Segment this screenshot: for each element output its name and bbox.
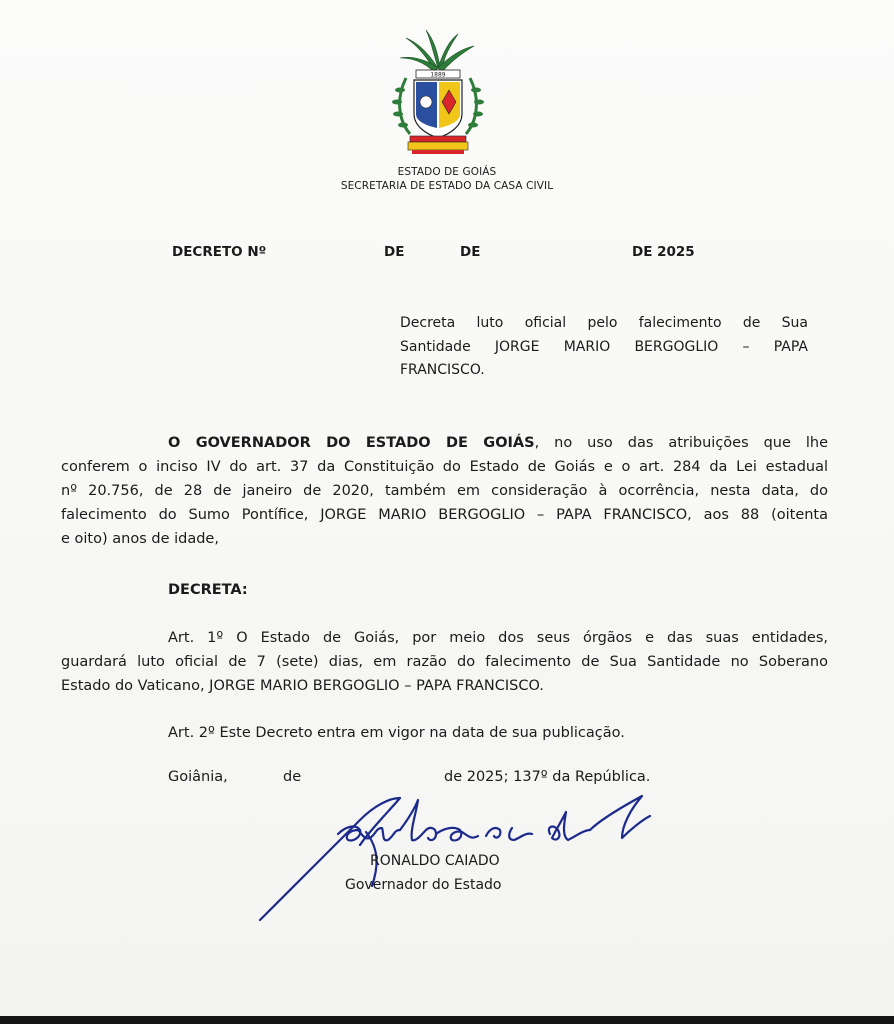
preamble-first-line [61,431,828,455]
article-1-line: guardará luto oficial de 7 (sete) dias, em razão do falecimento de Sua Santidade no Soberano [61,654,828,670]
decree-number-label: DECRETO Nº [172,244,267,260]
summary-line: Decreta luto oficial pelo falecimento de Sua [400,315,808,331]
decree-year-label: DE 2025 [632,244,695,260]
closing-date: de 2025; 137º da República. [444,769,651,785]
preamble-text: , no uso das atribuições que lhe [534,435,828,451]
preamble-line: e oito) anos de idade, [61,531,219,547]
decreta-heading: DECRETA: [168,582,248,598]
decree-day-label: DE [384,244,405,260]
closing-city: Goiânia, [168,769,228,785]
preamble-line: nº 20.756, de 28 de janeiro de 2020, também em consideração à ocorrência, nesta data, do [61,483,828,499]
governor-title: O GOVERNADOR DO ESTADO DE GOIÁS [168,435,535,451]
coat-of-arms-emblem [386,28,490,156]
preamble-line: falecimento do Sumo Pontífice, JORGE MARIO BERGOGLIO – PAPA FRANCISCO, aos 88 (oitenta [61,507,828,523]
signatory-role: Governador do Estado [345,877,502,893]
preamble-line: conferem o inciso IV do art. 37 da Constituição do Estado de Goiás e o art. 284 da Lei estadual [61,459,828,475]
signatory-name: RONALDO CAIADO [370,853,500,869]
crest-year-text: 1889 [430,71,446,79]
article-1-line: Art. 1º O Estado de Goiás, por meio dos seus órgãos e das suas entidades, [168,630,828,646]
bottom-edge-bar [0,1016,894,1024]
decree-month-label: DE [460,244,481,260]
closing-de: de [283,769,302,785]
preamble-paragraph [61,431,828,551]
article-1 [61,626,828,698]
decree-summary [400,312,808,383]
summary-line: FRANCISCO. [400,362,485,378]
summary-line: Santidade JORGE MARIO BERGOGLIO – PAPA [400,338,808,355]
article-2: Art. 2º Este Decreto entra em vigor na data de sua publicação. [168,725,625,741]
header-state-name: ESTADO DE GOIÁS [397,166,497,178]
header-secretariat: SECRETARIA DE ESTADO DA CASA CIVIL [340,180,554,192]
article-1-line: Estado do Vaticano, JORGE MARIO BERGOGLIO – PAPA FRANCISCO. [61,678,544,694]
